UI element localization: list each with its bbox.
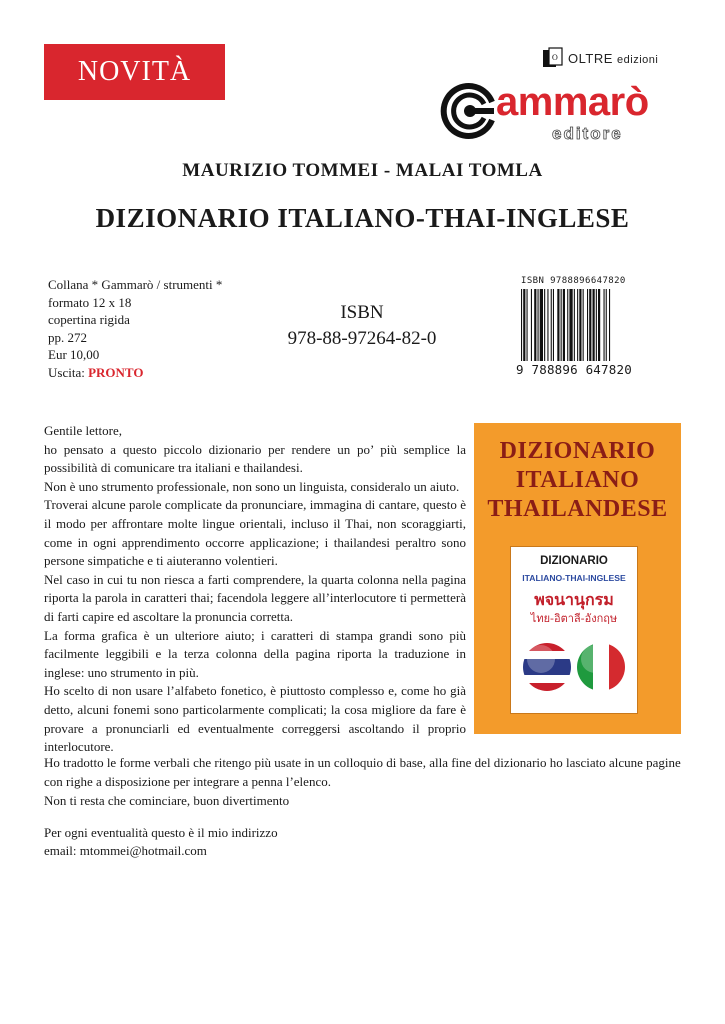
spec-uscita-label: Uscita: [48,364,85,380]
letter-wide-paragraph: Ho tradotto le forme verbali che ritengo più usate in un colloquio di base, alla fine del dizionario ho lasciato alcune pagine con righe a disposizione per integrare a penna l’elenco. [44,755,681,789]
barcode-bar [540,289,543,361]
barcode-bar [527,289,528,361]
cover-card-thai-title: พจนานุกรม [534,590,614,609]
spec-uscita-value: PRONTO [88,364,144,380]
barcode-bar [544,289,545,361]
cover-card-line: ITALIANO-THAI-INGLESE [522,573,626,583]
barcode-bars [511,289,637,363]
barcode-bar [551,289,552,361]
oltre-suffix: edizioni [617,53,659,66]
cover-card-line: DIZIONARIO [540,555,608,567]
barcode-bar [589,289,591,361]
barcode-bar [567,289,568,361]
novita-label: NOVITÀ [77,56,192,87]
oltre-name: OLTRE [568,50,613,66]
book-cover-image [474,423,681,734]
book-title: DIZIONARIO ITALIANO-THAI-INGLESE [95,203,630,233]
barcode-bar [547,289,548,361]
barcode-bar [553,289,554,361]
barcode-bar [598,289,600,361]
letter-line: Non è uno strumento professionale, non sono un linguista, consideralo un aiuto. [44,478,460,494]
oltre-edizioni-logo [542,46,658,70]
novita-badge [44,44,225,100]
gammaro-subtitle: editore [552,124,623,143]
barcode-bar [569,289,572,361]
spec-copertina: copertina rigida [48,312,130,327]
barcode-bar [557,289,559,361]
barcode [511,276,637,380]
barcode-bar [587,289,588,361]
barcode-bar [579,289,581,361]
svg-text:O: O [552,53,558,62]
barcode-bar [534,289,536,361]
spec-prezzo: Eur 10,00 [48,347,100,362]
spec-pagine: pp. 272 [48,329,87,345]
barcode-bar [609,289,610,361]
contact-email: email: mtommei@hotmail.com [44,843,207,858]
barcode-top-text: ISBN 9788896647820 [521,276,626,286]
barcode-bar [583,289,584,361]
barcode-bar [561,289,562,361]
barcode-bar [574,289,575,361]
spec-collana: Collana * Gammarò / strumenti * [48,277,223,292]
book-specs [48,276,222,381]
book-authors: MAURIZIO TOMMEI - MALAI TOMLA [182,160,543,181]
barcode-bar [596,289,597,361]
isbn-value: 978-88-97264-82-0 [287,328,437,349]
italian-flag-icon [577,643,625,691]
letter-line: La forma grafica è un ulteriore aiuto; i caratteri di stampa grandi sono più facilmente leggibili e la terza colonna della pagina riporta la traduzione in inglese: uno strumento in più. [44,627,466,680]
cover-inner-card [510,546,638,714]
oltre-logo-icon [542,47,564,69]
letter-line: Gentile lettore, [44,423,122,438]
letter-line: Nel caso in cui tu non riesca a farti comprendere, la quarta colonna nella pagina riporta la parola in caratteri thai; facendola leggere all’interlocutore ti permetterà di farti capire ed ascoltare la pronuncia corretta. [44,571,466,624]
gammaro-logo [440,80,685,150]
spec-uscita [48,364,222,382]
barcode-bar [593,289,595,361]
contact-line: Per ogni eventualità questo è il mio indirizzo [44,825,278,840]
letter-line: Ho scelto di non usare l’alfabeto fonetico, è piuttosto complesso e, come ho già detto, alcuni fonemi sono particolarmente complicati; la cosa migliore da fare è provare a pronunciarli ed eventualmente correggersi ascoltando il proprio interlocutore. [44,683,466,755]
cover-card-thai-subtitle: ไทย-อิตาลี-อังกฤษ [530,612,618,625]
barcode-bar [521,289,522,361]
cover-title-line: THAILANDESE [487,496,668,522]
spec-formato: formato 12 x 18 [48,294,132,310]
barcode-bar [563,289,565,361]
barcode-bar [577,289,578,361]
isbn-label: ISBN [340,302,384,323]
barcode-bar [538,289,539,361]
barcode-bar [604,289,605,361]
cover-title-line: ITALIANO [515,467,640,493]
barcode-bar [531,289,532,361]
gammaro-wordmark: ammarò [496,80,649,124]
letter-closing: Non ti resta che cominciare, buon divertimento [44,793,290,808]
thai-flag-icon [523,643,571,691]
isbn-block [262,300,462,352]
cover-title-line: DIZIONARIO [499,438,656,464]
letter-line: Troverai alcune parole complicate da pronunciare, immagina di cantare, questo è il modo per affrontare molte lingue orientali, incluso il Thai, non scoraggiarti, come in ogni apprendimento occorre applicazione; i thailandesi peraltro sono persone simpatiche e ti aiuteranno volentieri. [44,497,466,569]
letter-line: ho pensato a questo piccolo dizionario per rendere un po’ più semplice la possibilità di comunicare tra italiani e thailandesi. [44,441,466,476]
gammaro-g-icon [440,80,500,140]
cover-title [474,437,681,524]
barcode-bar [523,289,525,361]
barcode-digits: 9 788896 647820 [516,362,632,377]
barcode-bar [606,289,607,361]
letter-body [44,422,466,757]
